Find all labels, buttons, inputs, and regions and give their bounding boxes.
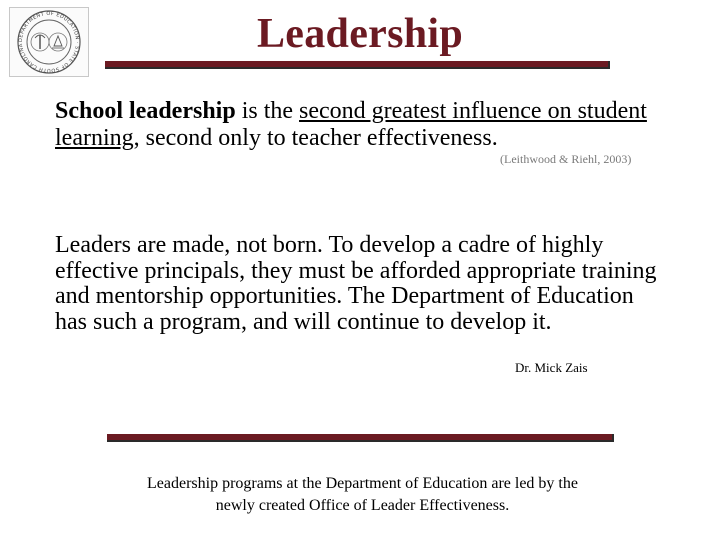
footer-line-2: newly created Office of Leader Effectiveness. — [215, 497, 510, 514]
leadership-quote — [55, 98, 655, 152]
quote-attribution: Dr. Mick Zais — [515, 360, 588, 375]
title-divider — [105, 61, 610, 69]
footer-line-1: Leadership programs at the Department of Education are led by the — [147, 475, 578, 492]
quote-text-part-2: , second only to teacher effectiveness. — [133, 125, 498, 151]
footer-note — [100, 473, 625, 517]
quote-citation: (Leithwood & Riehl, 2003) — [500, 152, 632, 166]
footer-divider — [107, 434, 614, 442]
seal-ring-text: DEPARTMENT OF EDUCATION · STATE OF SOUTH CAROLINA — [17, 10, 81, 74]
slide-title: Leadership — [256, 11, 464, 57]
quote-underlined-phrase: second greatest influence on student learning — [55, 98, 647, 151]
quote-text-part-1: is the — [235, 98, 300, 124]
superintendent-quote: Leaders are made, not born. To develop a cadre of highly effective principals, they must be afforded appropriate training and mentorship opportunities. The Department of Education has such a program, and will continue to develop it. — [55, 232, 657, 335]
quote-bold-phrase: School leadership — [55, 98, 236, 124]
